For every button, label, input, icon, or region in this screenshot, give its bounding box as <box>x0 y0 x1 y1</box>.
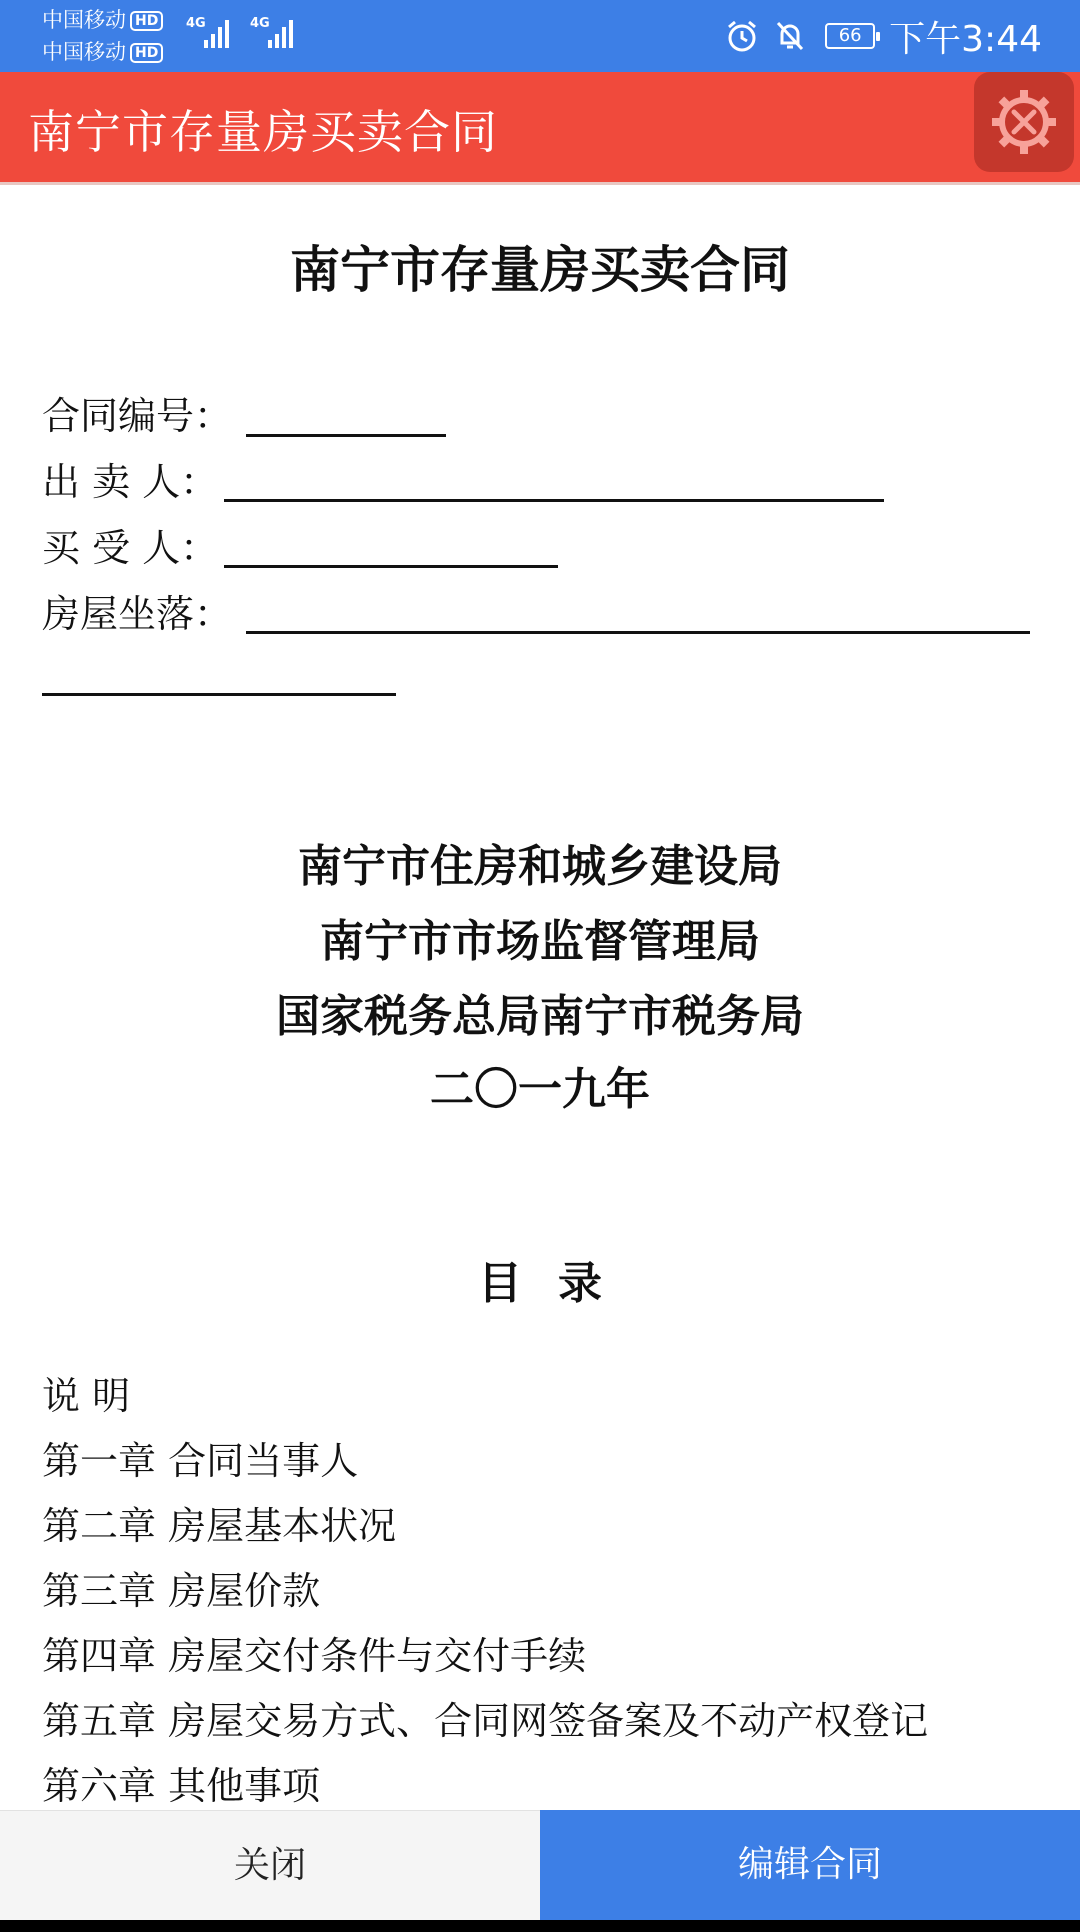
toc-item-chapter-1[interactable]: 第一章 合同当事人 <box>42 1439 359 1483</box>
field-label-seller: 出 卖 人： <box>42 460 219 504</box>
close-button[interactable]: 关闭 <box>0 1810 540 1920</box>
toc-item-chapter-4[interactable]: 第四章 房屋交付条件与交付手续 <box>42 1634 587 1678</box>
field-label-location: 房屋坐落： <box>42 592 233 636</box>
bottom-action-bar <box>0 1810 1080 1920</box>
signal-bars-icon <box>268 18 294 50</box>
field-line-contract-number[interactable] <box>246 434 446 437</box>
hd-badge-2: HD <box>130 43 163 63</box>
issuer-1: 南宁市住房和城乡建设局 <box>298 841 782 892</box>
field-label-contract-number: 合同编号： <box>42 394 233 438</box>
alarm-icon <box>725 19 759 53</box>
toc-item-chapter-2[interactable]: 第二章 房屋基本状况 <box>42 1504 397 1548</box>
status-time: 下午3:44 <box>889 18 1042 60</box>
signal-bars-icon <box>204 18 230 50</box>
status-bar <box>0 0 1080 72</box>
battery-indicator: 66 <box>825 23 875 49</box>
field-line-seller[interactable] <box>224 499 884 502</box>
network-type-2: 4G <box>250 16 270 31</box>
toc-item-chapter-3[interactable]: 第三章 房屋价款 <box>42 1569 321 1613</box>
network-type-1: 4G <box>186 16 206 31</box>
toc-title: 目录 <box>478 1258 638 1309</box>
app-bar-divider <box>0 182 1080 185</box>
system-nav-strip <box>0 1920 1080 1932</box>
issuer-2: 南宁市市场监督管理局 <box>320 916 760 967</box>
field-line-buyer[interactable] <box>224 565 558 568</box>
field-label-buyer: 买 受 人： <box>42 526 219 570</box>
settings-button[interactable] <box>974 72 1074 172</box>
toc-item-chapter-5[interactable]: 第五章 房屋交易方式、合同网签备案及不动产权登记 <box>42 1699 929 1743</box>
document-year: 二〇一九年 <box>430 1064 650 1115</box>
field-line-location[interactable] <box>246 631 1030 634</box>
hd-badge-1: HD <box>130 11 163 31</box>
carrier-2-name: 中国移动 <box>42 40 126 64</box>
carrier-2 <box>42 40 163 64</box>
toc-item-chapter-6[interactable]: 第六章 其他事项 <box>42 1764 321 1808</box>
issuer-3: 国家税务总局南宁市税务局 <box>276 991 804 1042</box>
settings-tools-icon <box>988 86 1060 158</box>
carrier-1-name: 中国移动 <box>42 8 126 32</box>
edit-contract-button[interactable]: 编辑合同 <box>540 1810 1080 1920</box>
app-title: 南宁市存量房买卖合同 <box>28 105 498 159</box>
carrier-1 <box>42 8 163 32</box>
field-line-location-continued[interactable] <box>42 693 396 696</box>
toc-item-notes[interactable]: 说 明 <box>42 1374 131 1418</box>
document-title: 南宁市存量房买卖合同 <box>290 241 790 299</box>
mute-bell-icon <box>773 19 807 53</box>
app-bar <box>0 72 1080 182</box>
status-right <box>725 14 1042 58</box>
